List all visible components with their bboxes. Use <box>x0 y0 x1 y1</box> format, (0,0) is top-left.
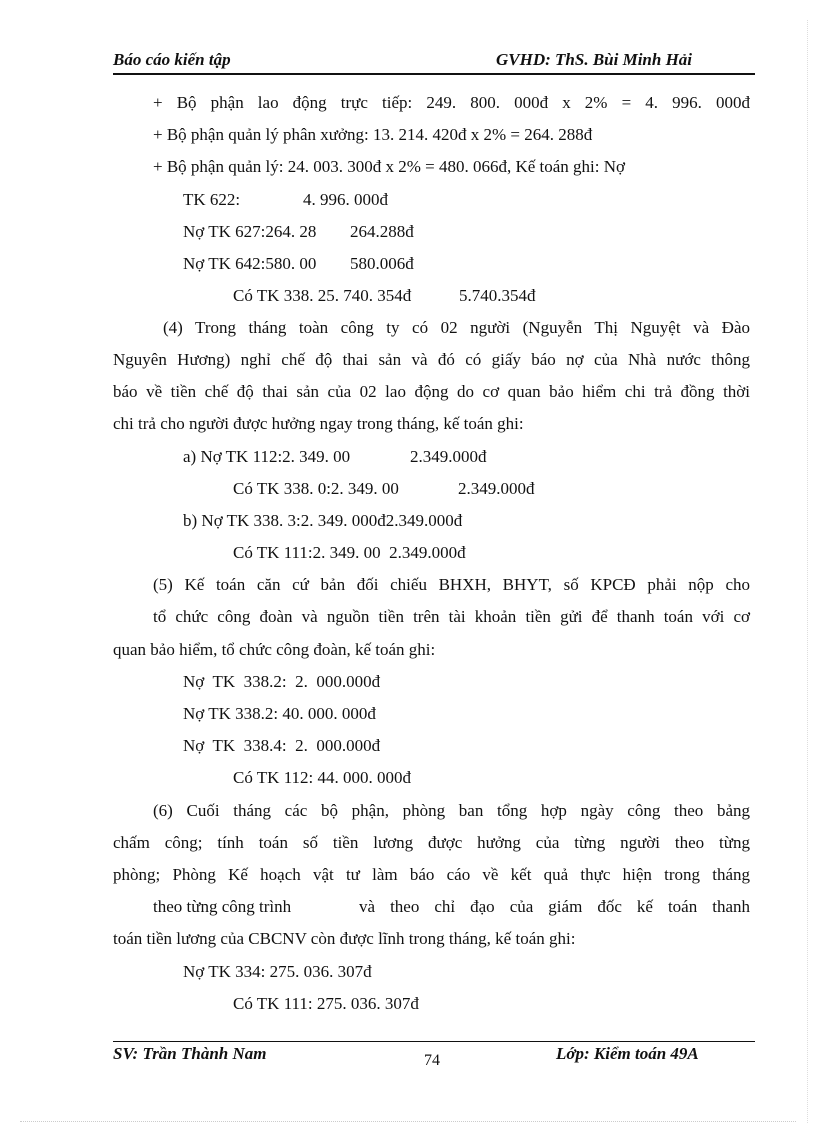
entry-account: TK 622: <box>183 190 241 209</box>
body-line: + Bộ phận quản lý: 24. 003. 300đ x 2% = 480. 066đ, Kế toán ghi: Nợ <box>153 157 626 176</box>
footer-divider <box>113 1041 755 1042</box>
paragraph-line: tổ chức công đoàn và nguồn tiền trên tài khoản tiền gửi để thanh toán với cơ <box>153 607 750 626</box>
body-line: + Bộ phận lao động trực tiếp: 249. 800. 000đ x 2% = 4. 996. 000đ <box>153 93 750 112</box>
paragraph-line: Nguyên Hương) nghỉ chế độ thai sản và đó có giấy báo nợ của Nhà nước thông <box>113 350 750 369</box>
entry-amount: 580.006đ <box>350 254 414 273</box>
entry-line: Có TK 111: 275. 036. 307đ <box>233 994 419 1013</box>
entry-line: Nợ TK 338.4: 2. 000.000đ <box>183 736 381 755</box>
entry-line: Nợ TK 338.2: 2. 000.000đ <box>183 672 381 691</box>
paragraph-line: chấm công; tính toán số tiền lương được hưởng của từng người theo từng <box>113 833 750 852</box>
page-number: 74 <box>424 1052 440 1069</box>
footer-student: SV: Trần Thành Nam <box>113 1044 267 1063</box>
entry-line: Nợ TK 334: 275. 036. 307đ <box>183 962 372 981</box>
paragraph-line: (5) Kế toán căn cứ bản đối chiếu BHXH, BHYT, số KPCĐ phải nộp cho <box>153 575 750 594</box>
paragraph-line: báo về tiền chế độ thai sản của 02 lao động do cơ quan bảo hiểm chi trả đồng thời <box>113 382 750 401</box>
paragraph-line: toán tiền lương của CBCNV còn được lĩnh trong tháng, kế toán ghi: <box>113 929 576 948</box>
paragraph-line: (6) Cuối tháng các bộ phận, phòng ban tổng hợp ngày công theo bảng <box>153 801 750 820</box>
entry-amount: 264.288đ <box>350 222 414 241</box>
paragraph-line: quan bảo hiểm, tổ chức công đoàn, kế toán ghi: <box>113 640 436 659</box>
entry-line: Có TK 112: 44. 000. 000đ <box>233 768 412 787</box>
header-supervisor: GVHD: ThS. Bùi Minh Hải <box>496 50 693 69</box>
entry-amount: 2.349.000đ <box>458 479 535 498</box>
paragraph-line: theo từng công trình <box>153 897 292 916</box>
header-divider <box>113 73 755 75</box>
footer-class: Lớp: Kiểm toán 49A <box>556 1044 699 1063</box>
entry-amount: 5.740.354đ <box>459 286 536 305</box>
paragraph-line: và theo chỉ đạo của giám đốc kế toán thanh <box>359 897 750 916</box>
entry-amount: 4. 996. 000đ <box>303 190 388 209</box>
entry-account: a) Nợ TK 112:2. 349. 00 <box>183 447 351 466</box>
paragraph-line: chi trả cho người được hưởng ngay trong tháng, kế toán ghi: <box>113 414 524 433</box>
entry-account: Có TK 338. 25. 740. 354đ <box>233 286 412 305</box>
entry-line: Có TK 111:2. 349. 00 2.349.000đ <box>233 543 466 562</box>
entry-amount: 2.349.000đ <box>410 447 487 466</box>
entry-account: Nợ TK 642:580. 00 <box>183 254 317 273</box>
paragraph-line: phòng; Phòng Kế hoạch vật tư làm báo cáo về kết quả thực hiện trong tháng <box>113 865 750 884</box>
page-edge-dotted-vertical <box>807 20 808 1123</box>
paragraph-line: (4) Trong tháng toàn công ty có 02 người (Nguyễn Thị Nguyệt và Đào <box>163 318 750 337</box>
entry-line: Nợ TK 338.2: 40. 000. 000đ <box>183 704 376 723</box>
header-title: Báo cáo kiến tập <box>113 50 231 69</box>
body-line: + Bộ phận quản lý phân xưởng: 13. 214. 420đ x 2% = 264. 288đ <box>153 125 593 144</box>
entry-account: Nợ TK 627:264. 28 <box>183 222 317 241</box>
entry-line: b) Nợ TK 338. 3:2. 349. 000đ2.349.000đ <box>183 511 463 530</box>
entry-account: Có TK 338. 0:2. 349. 00 <box>233 479 399 498</box>
page-edge-dotted <box>20 1121 796 1122</box>
